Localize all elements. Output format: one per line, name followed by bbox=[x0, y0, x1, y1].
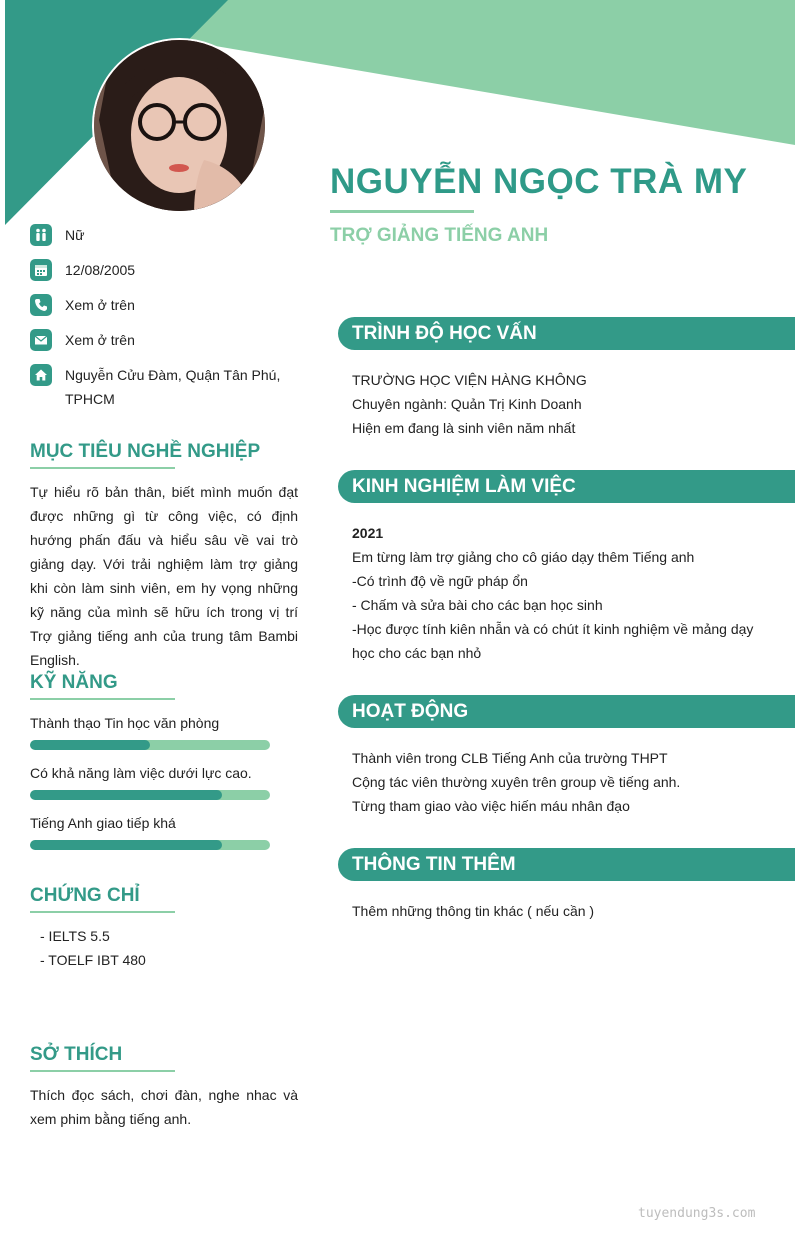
candidate-name: NGUYỄN NGỌC TRÀ MY bbox=[330, 162, 748, 201]
hobbies-underline bbox=[30, 1070, 175, 1072]
hobbies-title: SỞ THÍCH bbox=[30, 1044, 123, 1065]
extra-info-header: THÔNG TIN THÊM bbox=[338, 848, 795, 881]
certificate-list bbox=[40, 924, 146, 972]
home-icon bbox=[30, 364, 52, 386]
objective-title: MỤC TIÊU NGHỀ NGHIỆP bbox=[30, 441, 261, 462]
contact-address bbox=[30, 364, 300, 411]
contact-text: Nguyễn Cửu Đàm, Quận Tân Phú, TPHCM bbox=[65, 367, 281, 407]
profile-photo-icon bbox=[94, 40, 267, 213]
contact-phone bbox=[30, 294, 300, 317]
skill-item bbox=[30, 764, 270, 800]
experience-line: Em từng làm trợ giảng cho cô giáo dạy thêm Tiếng anh bbox=[352, 549, 695, 565]
objective-underline bbox=[30, 467, 175, 469]
experience-header: KINH NGHIỆM LÀM VIỆC bbox=[338, 470, 795, 503]
contact-birthday bbox=[30, 259, 300, 282]
skill-name: Có khả năng làm việc dưới lực cao. bbox=[30, 765, 252, 781]
certificate-item: - IELTS 5.5 bbox=[40, 928, 110, 944]
education-body bbox=[352, 368, 762, 440]
experience-body bbox=[352, 521, 762, 665]
skill-name: Thành thạo Tin học văn phòng bbox=[30, 715, 220, 731]
contact-text: Xem ở trên bbox=[65, 332, 135, 348]
calendar-icon bbox=[30, 259, 52, 281]
activity-line: Cộng tác viên thường xuyên trên group về tiếng anh. bbox=[352, 774, 681, 790]
contact-gender bbox=[30, 224, 300, 247]
skill-item bbox=[30, 814, 270, 850]
contact-text: 12/08/2005 bbox=[65, 262, 136, 278]
job-title: TRỢ GIẢNG TIẾNG ANH bbox=[330, 225, 549, 246]
skill-bar-fill bbox=[30, 790, 222, 800]
contact-text: Xem ở trên bbox=[65, 297, 135, 313]
watermark: tuyendung3s.com bbox=[638, 1206, 756, 1221]
contact-text: Nữ bbox=[65, 227, 85, 243]
contact-email bbox=[30, 329, 300, 352]
activities-body bbox=[352, 746, 762, 818]
objective-text: Tự hiểu rõ bản thân, biết mình muốn đạt được những gì từ công việc, có định hướng phấn đấu và hiểu sâu về vai trò giảng dạy. Với trải nghiệm làm trợ giảng khi còn làm sinh viên, em hy vọng những kỹ năng của mình sẽ hữu ích trong vị trí Trợ giảng tiếng anh của trung tâm Bambi English. bbox=[30, 484, 298, 668]
activity-line: Từng tham giao vào việc hiến máu nhân đạo bbox=[352, 798, 630, 814]
skill-bar-fill bbox=[30, 840, 222, 850]
skill-bar bbox=[30, 790, 270, 800]
education-line: Hiện em đang là sinh viên năm nhất bbox=[352, 420, 576, 436]
email-icon bbox=[30, 329, 52, 351]
gender-icon bbox=[30, 224, 52, 246]
skill-item bbox=[30, 714, 270, 750]
activity-line: Thành viên trong CLB Tiếng Anh của trường THPT bbox=[352, 750, 668, 766]
phone-icon bbox=[30, 294, 52, 316]
skills-underline bbox=[30, 698, 175, 700]
extra-info-line: Thêm những thông tin khác ( nếu cần ) bbox=[352, 903, 595, 919]
name-underline bbox=[330, 210, 474, 213]
skill-bar bbox=[30, 840, 270, 850]
experience-line: - Chấm và sửa bài cho các bạn học sinh bbox=[352, 597, 603, 613]
skill-name: Tiếng Anh giao tiếp khá bbox=[30, 815, 176, 831]
experience-line: -Học được tính kiên nhẫn và có chút ít kinh nghiệm về mảng dạy học cho các bạn nhỏ bbox=[352, 621, 754, 661]
skills-title: KỸ NĂNG bbox=[30, 672, 118, 693]
certificate-item: - TOELF IBT 480 bbox=[40, 952, 146, 968]
experience-line: -Có trình độ về ngữ pháp ổn bbox=[352, 573, 528, 589]
experience-year: 2021 bbox=[352, 525, 384, 541]
certificates-underline bbox=[30, 911, 175, 913]
extra-info-body bbox=[352, 899, 762, 923]
hobbies-text: Thích đọc sách, chơi đàn, nghe nhac và xem phim bằng tiếng anh. bbox=[30, 1087, 298, 1127]
education-line: Chuyên ngành: Quản Trị Kinh Doanh bbox=[352, 396, 582, 412]
avatar bbox=[92, 38, 267, 213]
education-header: TRÌNH ĐỘ HỌC VẤN bbox=[338, 317, 795, 350]
education-line: TRƯỜNG HỌC VIỆN HÀNG KHÔNG bbox=[352, 372, 587, 388]
contact-list bbox=[30, 224, 300, 423]
activities-header: HOẠT ĐỘNG bbox=[338, 695, 795, 728]
skill-bar bbox=[30, 740, 270, 750]
certificates-title: CHỨNG CHỈ bbox=[30, 885, 140, 906]
skill-bar-fill bbox=[30, 740, 150, 750]
